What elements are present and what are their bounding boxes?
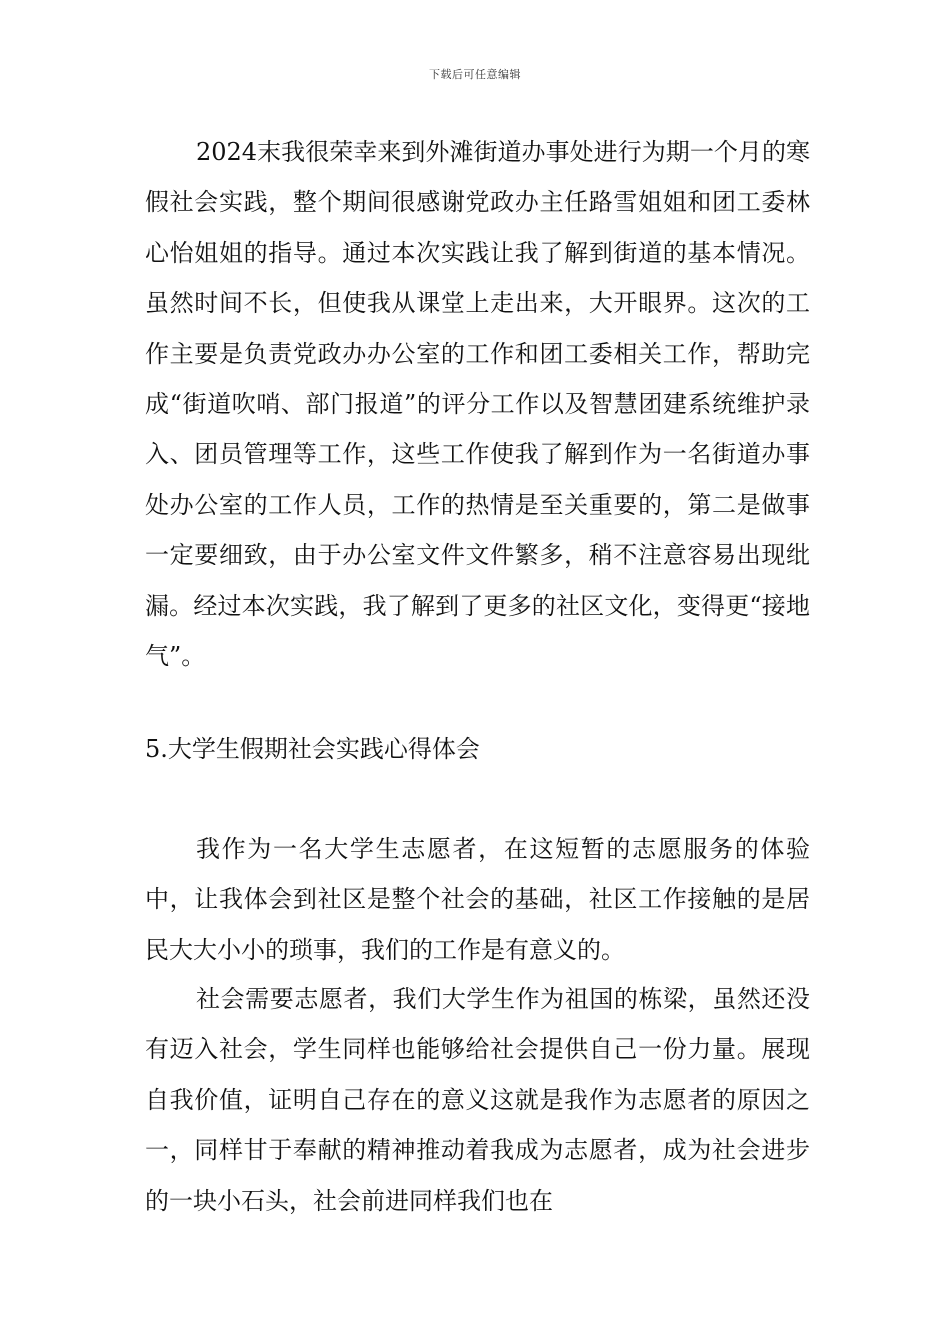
body-paragraph: 我作为一名大学生志愿者，在这短暂的志愿服务的体验中，让我体会到社区是整个社会的基础，社区工作接触的是居民大大小小的琐事，我们的工作是有意义的。 [145, 835, 810, 964]
body-paragraph: 2024末我很荣幸来到外滩街道办事处进行为期一个月的寒假社会实践，整个期间很感谢党政办主任路雪姐姐和团工委林心怡姐姐的指导。通过本次实践让我了解到街道的基本情况。虽然时间不长，但使我从课堂上走出来，大开眼界。这次的工作主要是负责党政办办公室的工作和团工委相关工作，帮助完成“街道吹哨、部门报道”的评分工作以及智慧团建系统维护录入、团员管理等工作，这些工作使我了解到作为一名街道办事处办公室的工作人员，工作的热情是至关重要的，第二是做事一定要细致，由于办公室文件文件繁多，稍不注意容易出现纰漏。经过本次实践，我了解到了更多的社区文化，变得更“接地气”。 [145, 138, 810, 671]
page-header-note: 下载后可任意编辑 [429, 68, 521, 81]
section-heading: 5.大学生假期社会实践心得体会 [145, 735, 480, 763]
body-paragraph: 社会需要志愿者，我们大学生作为祖国的栋梁，虽然还没有迈入社会，学生同样也能够给社会提供自己一份力量。展现自我价值，证明自己存在的意义这就是我作为志愿者的原因之一，同样甘于奉献的精神推动着我成为志愿者，成为社会进步的一块小石头，社会前进同样我们也在 [145, 985, 810, 1215]
